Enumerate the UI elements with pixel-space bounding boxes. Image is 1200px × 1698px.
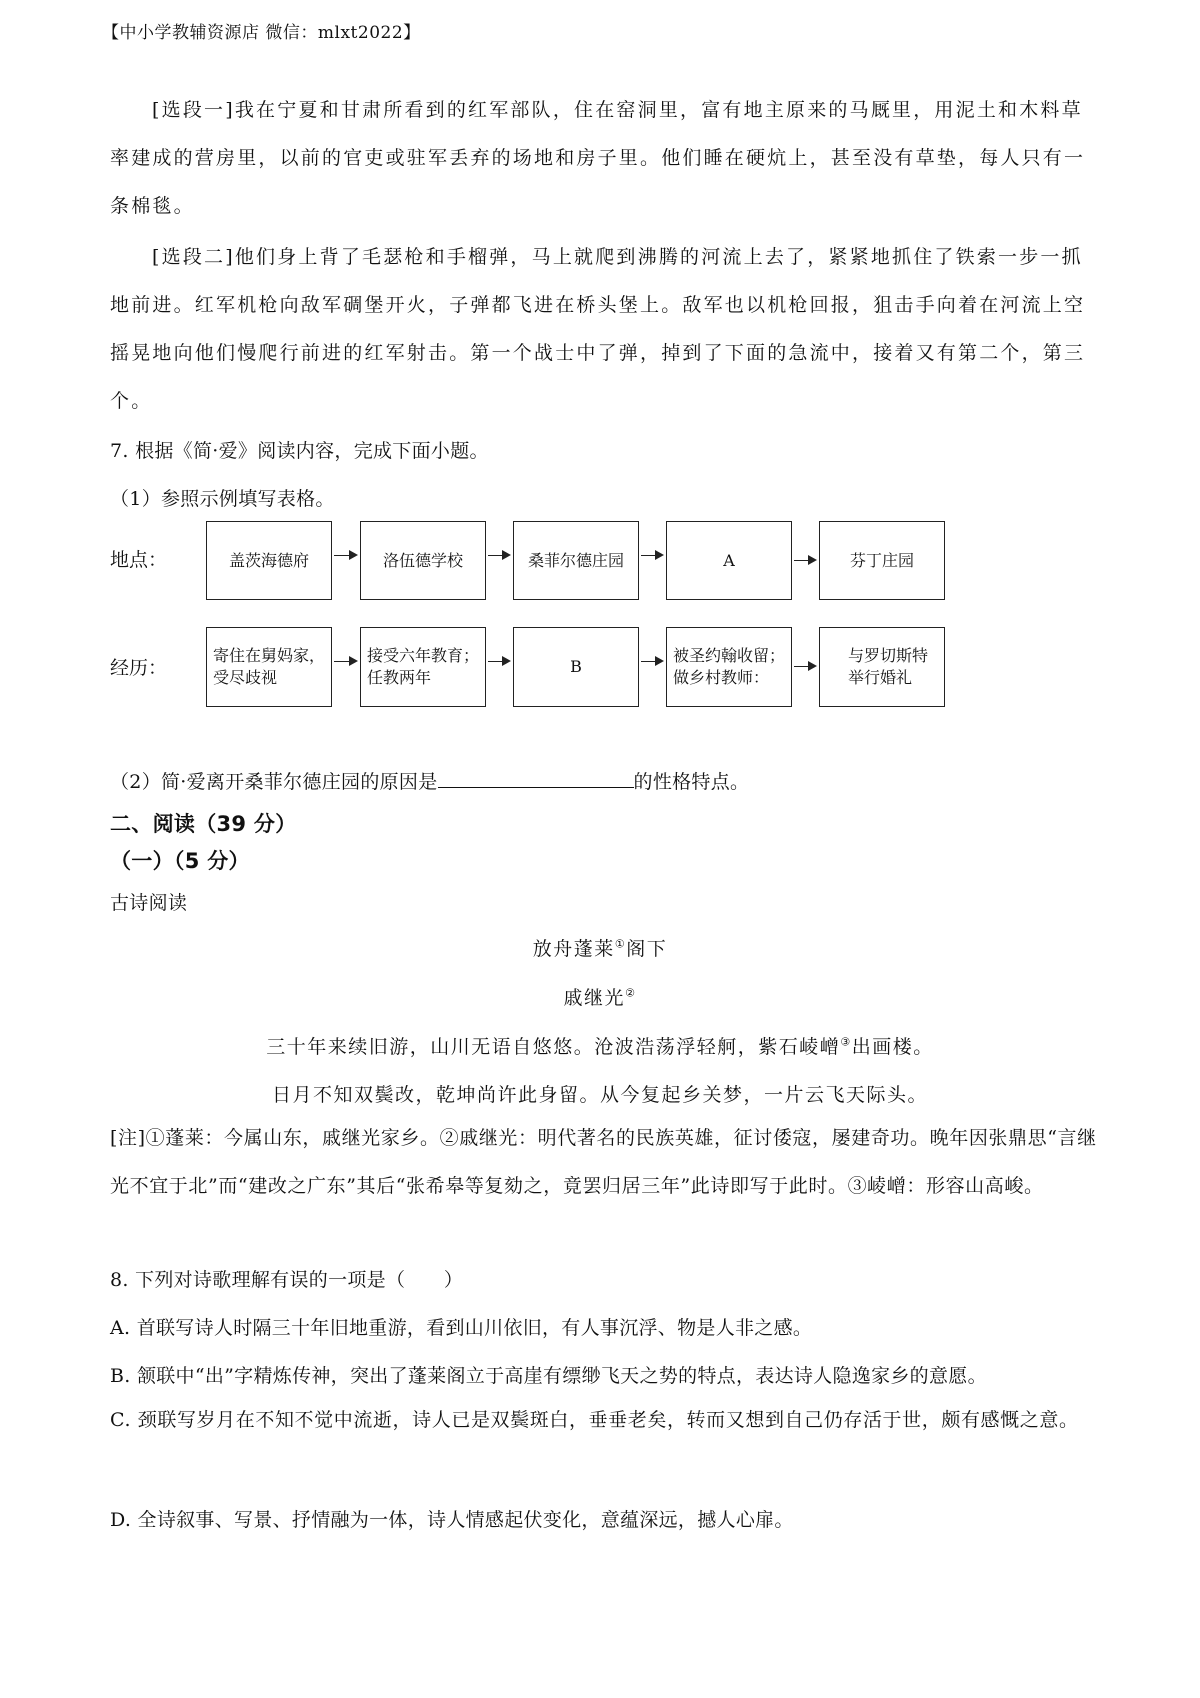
question-7-part-1: （1）参照示例填写表格。	[110, 488, 335, 510]
section-label: 古诗阅读	[110, 892, 188, 914]
option-b: B. 颔联中“出”字精炼传神，突出了蓬莱阁立于高崖有缥缈飞天之势的特点，表达诗人隐逸家乡的意愿。	[110, 1365, 987, 1387]
experience-line: 寄住在舅妈家，	[213, 646, 326, 665]
experience-line: 做乡村教师：	[673, 668, 770, 687]
poem-title-text: 放舟蓬莱	[532, 938, 615, 960]
poem-title-text: 阁下	[626, 938, 668, 960]
experience-line: 受尽歧视	[213, 668, 278, 687]
arrow-right-icon	[794, 666, 815, 667]
experience-text	[367, 645, 479, 689]
subsection-heading: （一）（5 分）	[110, 849, 250, 873]
place-text: 桑菲尔德庄园	[527, 550, 624, 570]
arrow-right-icon	[334, 661, 356, 662]
place-box-2	[360, 521, 486, 600]
question-text: 的性格特点。	[633, 771, 750, 793]
place-text: 盖茨海德府	[228, 550, 309, 570]
poem-text: 三十年来续旧游，山川无语自悠悠。沧波浩荡浮轻舸，紫石崚嶒	[266, 1036, 841, 1058]
section-heading: 二、阅读（39 分）	[110, 812, 297, 836]
question-text: （2）简·爱离开桑菲尔德庄园的原因是	[110, 771, 438, 793]
experience-box-5	[819, 627, 945, 707]
experience-line: 与罗切斯特	[847, 646, 928, 665]
poem-notes: [注]①蓬莱：今属山东，戚继光家乡。②戚继光：明代著名的民族英雄，征讨倭寇，屡建奇功。晚年因张鼎思“言继光不宜于北”而“建改之广东”其后“张希皋等复劾之，竟罢归居三年”此诗即写于此时。③崚嶒：形容山高峻。	[110, 1127, 1097, 1197]
excerpt-two: [选段二]他们身上背了毛瑟枪和手榴弹，马上就爬到沸腾的河流上去了，紧紧地抓住了铁索一步一抓地前进。红军机枪向敌军碉堡开火，子弹都飞进在桥头堡上。敌军也以机枪回报，狙击手向着在河流上空摇晃地向他们慢爬行前进的红军射击。第一个战士中了弹，掉到了下面的急流中，接着又有第二个，第三个。	[110, 246, 1086, 412]
excerpt-one: [选段一]我在宁夏和甘肃所看到的红军部队，住在窑洞里，富有地主原来的马厩里，用泥土和木料草率建成的营房里，以前的官吏或驻军丢弃的场地和房子里。他们睡在硬炕上，甚至没有草垫，每人只有一条棉毯。	[110, 99, 1086, 217]
place-text: 芬丁庄园	[849, 550, 914, 570]
footnote-mark: ①	[614, 937, 627, 951]
option-c: C. 颈联写岁月在不知不觉中流逝，诗人已是双鬓斑白，垂垂老矣，转而又想到自己仍存活于世，颇有感慨之意。	[110, 1409, 1079, 1431]
experience-box-b	[513, 627, 639, 707]
footnote-mark: ②	[625, 986, 637, 1000]
experience-text	[836, 645, 928, 689]
answer-blank[interactable]	[438, 769, 634, 788]
place-row-label: 地点：	[110, 549, 168, 571]
experience-line: 被圣约翰收留；	[673, 646, 786, 665]
watermark: 【中小学教辅资源店 微信：mlxt2022】	[102, 23, 421, 43]
arrow-right-icon	[641, 661, 662, 662]
arrow-right-icon	[488, 555, 509, 556]
experience-text	[673, 645, 785, 689]
poem-author-text: 戚继光	[563, 987, 626, 1009]
arrow-right-icon	[334, 555, 356, 556]
experience-line: 任教两年	[367, 668, 432, 687]
arrow-right-icon	[641, 555, 662, 556]
experience-row-label: 经历：	[110, 657, 168, 679]
place-text: A	[723, 550, 735, 570]
arrow-right-icon	[794, 560, 815, 561]
experience-line: 举行婚礼	[847, 668, 912, 687]
question-7-part-2	[110, 767, 749, 794]
experience-text	[213, 645, 325, 689]
arrow-right-icon	[488, 661, 509, 662]
place-box-5	[819, 521, 945, 600]
poem-text: 出画楼。	[851, 1036, 934, 1058]
poem-title	[0, 934, 1200, 961]
place-text: 洛伍德学校	[382, 550, 463, 570]
footnote-mark: ③	[840, 1035, 852, 1049]
question-8-stem: 8. 下列对诗歌理解有误的一项是（ ）	[110, 1269, 464, 1291]
experience-line: 接受六年教育；	[367, 646, 480, 665]
poem-line-2: 日月不知双鬓改，乾坤尚许此身留。从今复起乡关梦，一片云飞天际头。	[271, 1084, 928, 1106]
place-box-a	[666, 521, 792, 600]
poem-line-1	[0, 1032, 1200, 1059]
experience-box-2	[360, 627, 486, 707]
question-7-title: 7. 根据《简·爱》阅读内容，完成下面小题。	[110, 440, 489, 462]
poem-author	[0, 983, 1200, 1010]
place-box-1	[206, 521, 332, 600]
place-box-3	[513, 521, 639, 600]
option-d: D. 全诗叙事、写景、抒情融为一体，诗人情感起伏变化，意蕴深远，撼人心扉。	[110, 1509, 794, 1531]
experience-line: B	[570, 657, 582, 676]
option-a: A. 首联写诗人时隔三十年旧地重游，看到山川依旧，有人事沉浮、物是人非之感。	[110, 1317, 813, 1339]
experience-box-4	[666, 627, 792, 707]
experience-box-1	[206, 627, 332, 707]
